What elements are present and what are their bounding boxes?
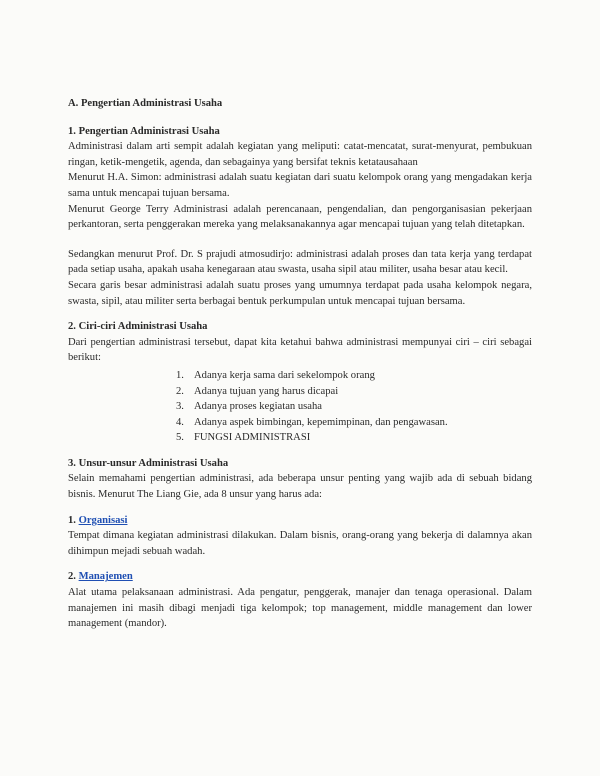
section-gap bbox=[68, 446, 532, 456]
list-item: 2. Adanya tujuan yang harus dicapai bbox=[176, 385, 339, 397]
list-item: 4. Adanya aspek bimbingan, kepemimpinan, dan pengawasan. bbox=[176, 416, 448, 428]
list-item: 3. Adanya proses kegiatan usaha bbox=[176, 401, 322, 413]
section-1-paragraph-2: Menurut H.A. Simon: administrasi adalah suatu kegiatan dari suatu kelompok orang yang mengadakan kerja sama untuk mencapai tujuan bersama. bbox=[68, 172, 532, 199]
section-2-title: 2. Ciri-ciri Administrasi Usaha bbox=[68, 321, 208, 333]
section-1-title: 1. Pengertian Administrasi Usaha bbox=[68, 125, 220, 137]
subheading-organisasi: 1. Organisasi bbox=[68, 514, 128, 526]
list-item: 5. FUNGSI ADMINISTRASI bbox=[176, 432, 311, 444]
section-1-paragraph-3: Menurut George Terry Administrasi adalah perencanaan, pengendalian, dan pengorganisasian pekerjaan perkantoran, serta penggerakan mereka yang melaksanakannya agar mencapai tujuan yang telah ditetapkan. bbox=[68, 203, 532, 231]
manajemen-description: Alat utama pelaksanaan administrasi. Ada pengatur, penggerak, manajer dan tenaga operasional. Dalam manajemen ini masih dibagi menjadi tiga kelompok; top management, middle management dan lower management (mandor). bbox=[68, 587, 532, 630]
organisasi-link[interactable]: Organisasi bbox=[78, 514, 128, 526]
section-1-paragraph-4: Sedangkan menurut Prof. Dr. S prajudi atmosudirjo: administrasi adalah proses dan tata kerja yang terdapat pada setiap usaha, apakah usaha kenegaraan atau swasta, usaha sipil atau militer, usaha besar atau kecil. bbox=[68, 248, 532, 276]
list-item: 1. Adanya kerja sama dari sekelompok orang bbox=[176, 369, 375, 381]
manajemen-link[interactable]: Manajemen bbox=[78, 571, 133, 583]
section-gap bbox=[68, 503, 532, 513]
section-gap bbox=[68, 309, 532, 319]
section-gap bbox=[68, 559, 532, 569]
ciri-list bbox=[68, 368, 532, 446]
section-3-title: 3. Unsur-unsur Administrasi Usaha bbox=[68, 457, 229, 469]
section-2-intro: Dari pengertian administrasi tersebut, dapat kita ketahui bahwa administrasi mempunyai ciri – ciri sebagai berikut: bbox=[68, 336, 532, 364]
organisasi-description: Tempat dimana kegiatan administrasi dilakukan. Dalam bisnis, orang-orang yang bekerja di dalamnya akan dihimpun mejadi sebuah wadah. bbox=[68, 530, 532, 557]
document-title: A. Pengertian Administrasi Usaha bbox=[68, 98, 223, 109]
paragraph-gap bbox=[68, 233, 532, 247]
section-3-intro: Selain memahami pengertian administrasi, ada beberapa unsur penting yang wajib ada di sebuah bidang bisnis. Menurut The Liang Gie, ada 8 unsur yang harus ada: bbox=[68, 473, 532, 501]
section-1-paragraph-5: Secara garis besar administrasi adalah suatu proses yang umumnya terdapat pada usaha kelompok negara, swasta, sipil, atau militer serta berbagai bentuk perkumpulan untuk mencapai tujuan bersama. bbox=[68, 279, 532, 307]
section-1-paragraph-1: Administrasi dalam arti sempit adalah kegiatan yang meliputi: catat-mencatat, surat-menyurat, pembukuan ringan, ketik-mengetik, agenda, dan sebagainya yang bersifat teknis ketatausahaan bbox=[68, 141, 532, 168]
subheading-manajemen: 2. Manajemen bbox=[68, 571, 133, 583]
